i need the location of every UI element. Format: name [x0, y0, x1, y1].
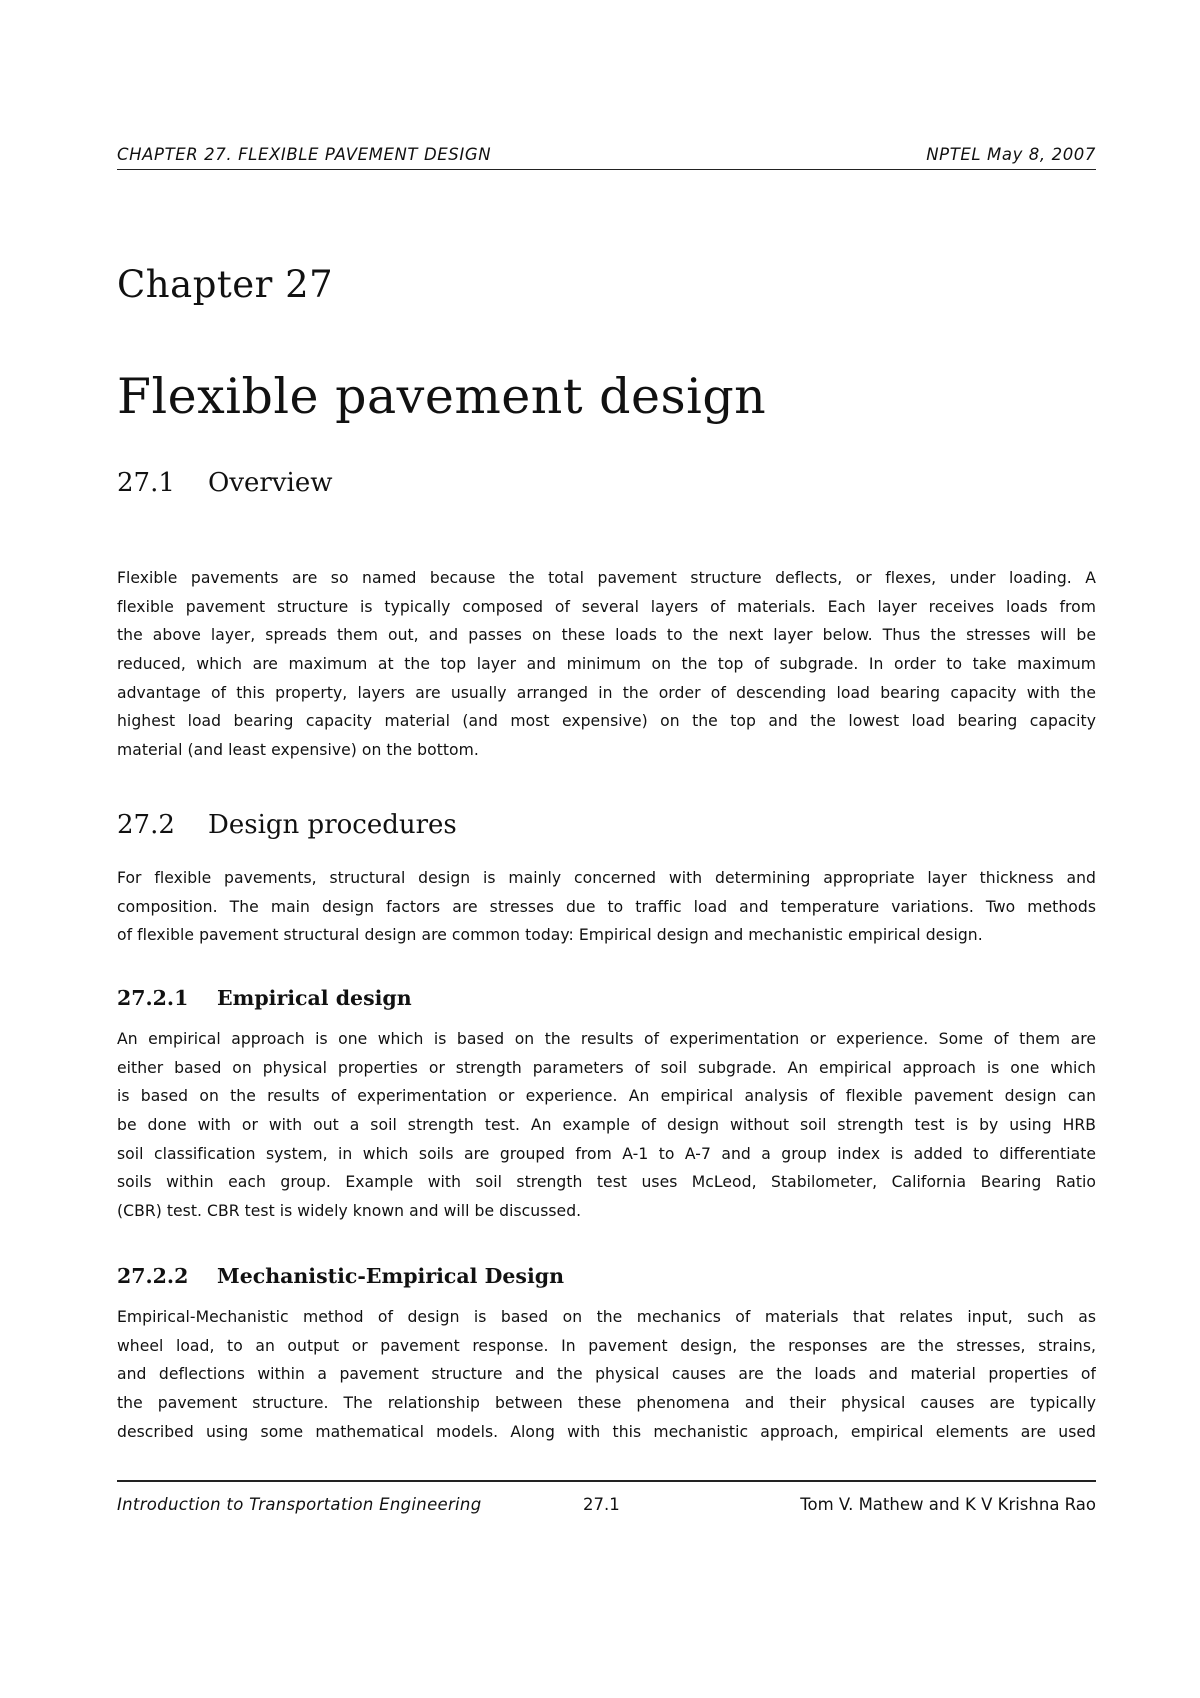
paragraph-line: reduced, which are maximum at the top layer and minimum on the top of subgrade. In order to take maximum — [117, 655, 1096, 674]
paragraph-line: wheel load, to an output or pavement response. In pavement design, the responses are the stresses, strains, — [117, 1336, 1096, 1355]
paragraph-line: An empirical approach is one which is based on the results of experimentation or experience. Some of them are — [117, 1030, 1096, 1048]
paragraph-line: either based on physical properties or strength parameters of soil subgrade. An empirical approach is one which — [117, 1058, 1096, 1077]
overview-paragraph — [117, 564, 1096, 765]
paragraph-line: soil classification system, in which soils are grouped from A-1 to A-7 and a group index is added to differentiate — [117, 1144, 1096, 1163]
chapter-title: Flexible pavement design — [117, 368, 767, 425]
running-header — [117, 145, 1096, 170]
chapter-label: Chapter 27 — [117, 263, 334, 306]
paragraph-line: material (and least expensive) on the bottom. — [117, 741, 479, 760]
empirical-design-paragraph — [117, 1025, 1096, 1226]
paragraph-line: advantage of this property, layers are usually arranged in the order of descending load bearing capacity with the — [117, 683, 1096, 702]
mechanistic-empirical-paragraph — [117, 1303, 1096, 1446]
header-date: NPTEL May 8, 2007 — [926, 145, 1096, 164]
subsection-number: 27.2.1 — [117, 986, 189, 1010]
design-procedures-paragraph — [117, 864, 1096, 950]
subsection-title: Mechanistic-Empirical Design — [217, 1264, 564, 1288]
subsection-title: Empirical design — [217, 986, 412, 1010]
paragraph-line: described using some mathematical models. Along with this mechanistic approach, empirical elements are used — [117, 1422, 1096, 1441]
subsection-heading-empirical-design — [117, 984, 412, 1012]
section-title: Design procedures — [208, 810, 457, 840]
subsection-number: 27.2.2 — [117, 1264, 189, 1288]
paragraph-line: be done with or with out a soil strength test. An example of design without soil strength test is by using HRB — [117, 1116, 1096, 1135]
header-chapter-title: CHAPTER 27. FLEXIBLE PAVEMENT DESIGN — [117, 145, 492, 164]
section-number: 27.2 — [117, 810, 175, 840]
paragraph-line: For flexible pavements, structural design is mainly concerned with determining appropriate layer thickness and — [117, 869, 1096, 887]
paragraph-line: and deflections within a pavement structure and the physical causes are the loads and material properties of — [117, 1365, 1096, 1384]
paragraph-line: flexible pavement structure is typically composed of several layers of materials. Each layer receives loads from — [117, 597, 1096, 616]
paragraph-line: Flexible pavements are so named because the total pavement structure deflects, or flexes, under loading. A — [117, 569, 1096, 587]
paragraph-line: of flexible pavement structural design are common today: Empirical design and mechanistic empirical design. — [117, 926, 983, 945]
section-heading-overview — [117, 466, 332, 500]
paragraph-line: the above layer, spreads them out, and passes on these loads to the next layer below. Thus the stresses will be — [117, 626, 1096, 645]
paragraph-line: (CBR) test. CBR test is widely known and will be discussed. — [117, 1202, 582, 1221]
subsection-heading-mechanistic-empirical-design — [117, 1262, 564, 1290]
paragraph-line: Empirical-Mechanistic method of design is based on the mechanics of materials that relates input, such as — [117, 1308, 1096, 1326]
footer-course-title: Introduction to Transportation Engineering — [117, 1495, 482, 1514]
section-heading-design-procedures — [117, 808, 457, 842]
running-footer — [117, 1480, 1096, 1522]
page-number: 27.1 — [583, 1495, 620, 1514]
section-number: 27.1 — [117, 468, 175, 498]
paragraph-line: soils within each group. Example with soil strength test uses McLeod, Stabilometer, California Bearing Ratio — [117, 1173, 1096, 1192]
footer-authors: Tom V. Mathew and K V Krishna Rao — [800, 1495, 1096, 1514]
paragraph-line: highest load bearing capacity material (and most expensive) on the top and the lowest load bearing capacity — [117, 712, 1096, 731]
paragraph-line: is based on the results of experimentation or experience. An empirical analysis of flexible pavement design can — [117, 1087, 1096, 1106]
section-title: Overview — [208, 468, 333, 498]
paragraph-line: the pavement structure. The relationship between these phenomena and their physical causes are typically — [117, 1394, 1096, 1413]
paragraph-line: composition. The main design factors are stresses due to traffic load and temperature variations. Two methods — [117, 897, 1096, 916]
